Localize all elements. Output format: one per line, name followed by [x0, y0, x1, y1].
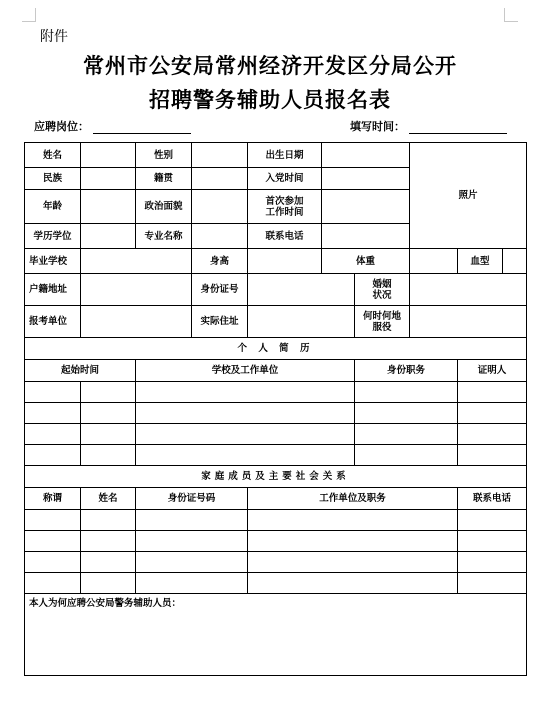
row-basic-1: [25, 143, 527, 168]
resume-cell[interactable]: [355, 445, 458, 466]
family-cell[interactable]: [81, 531, 136, 552]
label-gender: 性别: [136, 143, 192, 168]
col-start-time: 起始时间: [25, 360, 136, 382]
col-relation: 称谓: [25, 488, 81, 510]
family-cell[interactable]: [81, 510, 136, 531]
page-corner-mark-right: [504, 8, 518, 22]
resume-cell[interactable]: [81, 382, 136, 403]
family-cell[interactable]: [81, 552, 136, 573]
cell-first-work-time[interactable]: [322, 190, 410, 224]
resume-cell[interactable]: [355, 382, 458, 403]
label-graduation-school: 毕业学校: [25, 249, 81, 274]
cell-party-join-time[interactable]: [322, 168, 410, 190]
resume-cell[interactable]: [355, 424, 458, 445]
resume-cell[interactable]: [136, 382, 355, 403]
col-position: 身份职务: [355, 360, 458, 382]
row-motivation: [25, 594, 527, 676]
cell-blood-type[interactable]: [503, 249, 527, 274]
family-cell[interactable]: [25, 552, 81, 573]
label-height: 身高: [192, 249, 248, 274]
table-row: [25, 573, 527, 594]
family-cell[interactable]: [248, 573, 458, 594]
resume-cell[interactable]: [81, 424, 136, 445]
resume-cell[interactable]: [136, 424, 355, 445]
family-cell[interactable]: [81, 573, 136, 594]
table-row: [25, 382, 527, 403]
resume-cell[interactable]: [458, 424, 527, 445]
resume-cell[interactable]: [81, 445, 136, 466]
fill-time-field[interactable]: [350, 118, 507, 134]
family-cell[interactable]: [25, 531, 81, 552]
resume-cell[interactable]: [25, 424, 81, 445]
table-row: [25, 552, 527, 573]
family-cell[interactable]: [458, 573, 527, 594]
label-registration-unit: 报考单位: [25, 306, 81, 338]
col-school-work-unit: 学校及工作单位: [136, 360, 355, 382]
col-family-phone: 联系电话: [458, 488, 527, 510]
cell-id-number[interactable]: [248, 274, 355, 306]
position-label: 应聘岗位：: [34, 120, 89, 133]
row-family-header: [25, 466, 527, 488]
section-personal-resume: 个 人 简 历: [25, 338, 527, 360]
position-input-line[interactable]: [93, 122, 191, 134]
family-cell[interactable]: [458, 552, 527, 573]
row-resume-columns: [25, 360, 527, 382]
label-education: 学历学位: [25, 224, 81, 249]
family-cell[interactable]: [25, 510, 81, 531]
label-name: 姓名: [25, 143, 81, 168]
label-marital-status: 婚姻状况: [355, 274, 410, 306]
cell-marital-status[interactable]: [410, 274, 527, 306]
cell-household-address[interactable]: [81, 274, 192, 306]
row-household: [25, 274, 527, 306]
label-party-join-time: 入党时间: [248, 168, 322, 190]
cell-education[interactable]: [81, 224, 136, 249]
family-cell[interactable]: [25, 573, 81, 594]
resume-cell[interactable]: [81, 403, 136, 424]
label-id-number: 身份证号: [192, 274, 248, 306]
row-school: [25, 249, 527, 274]
resume-cell[interactable]: [458, 382, 527, 403]
fill-time-label: 填写时间：: [350, 120, 405, 133]
label-first-work-time: 首次参加工作时间: [248, 190, 322, 224]
motivation-label: 本人为何应聘公安局警务辅助人员：: [29, 598, 182, 609]
family-cell[interactable]: [136, 573, 248, 594]
table-row: [25, 531, 527, 552]
photo-box[interactable]: 照片: [410, 143, 527, 249]
position-field[interactable]: [34, 118, 191, 134]
cell-political-status[interactable]: [192, 190, 248, 224]
row-registration: [25, 306, 527, 338]
label-actual-address: 实际住址: [192, 306, 248, 338]
cell-birth-date[interactable]: [322, 143, 410, 168]
family-cell[interactable]: [136, 531, 248, 552]
table-row: [25, 445, 527, 466]
cell-actual-address[interactable]: [248, 306, 355, 338]
cell-weight[interactable]: [410, 249, 458, 274]
label-political-status: 政治面貌: [136, 190, 192, 224]
resume-cell[interactable]: [25, 403, 81, 424]
registration-form-table: [24, 142, 527, 676]
col-family-work-unit: 工作单位及职务: [248, 488, 458, 510]
cell-graduation-school[interactable]: [81, 249, 192, 274]
table-row: [25, 424, 527, 445]
resume-cell[interactable]: [136, 445, 355, 466]
family-cell[interactable]: [248, 552, 458, 573]
resume-cell[interactable]: [458, 445, 527, 466]
page-corner-mark-left: [22, 8, 36, 22]
motivation-box[interactable]: [25, 594, 527, 676]
cell-gender[interactable]: [192, 143, 248, 168]
family-cell[interactable]: [458, 531, 527, 552]
form-title-line2: 招聘警务辅助人员报名表: [149, 87, 391, 112]
section-family-relations: 家庭成员及主要社会关系: [25, 466, 527, 488]
family-cell[interactable]: [248, 531, 458, 552]
col-family-name: 姓名: [81, 488, 136, 510]
cell-ethnicity[interactable]: [81, 168, 136, 190]
label-household-address: 户籍地址: [25, 274, 81, 306]
family-cell[interactable]: [136, 510, 248, 531]
cell-height[interactable]: [248, 249, 322, 274]
label-contact-phone: 联系电话: [248, 224, 322, 249]
cell-registration-unit[interactable]: [81, 306, 192, 338]
resume-cell[interactable]: [136, 403, 355, 424]
label-weight: 体重: [322, 249, 410, 274]
fill-time-input-line[interactable]: [409, 122, 507, 134]
table-row: [25, 510, 527, 531]
family-cell[interactable]: [458, 510, 527, 531]
annex-label: 附件: [40, 29, 68, 45]
label-birth-date: 出生日期: [248, 143, 322, 168]
cell-name[interactable]: [81, 143, 136, 168]
row-resume-header: [25, 338, 527, 360]
label-ethnicity: 民族: [25, 168, 81, 190]
cell-contact-phone[interactable]: [322, 224, 410, 249]
table-row: [25, 403, 527, 424]
family-cell[interactable]: [248, 510, 458, 531]
family-cell[interactable]: [136, 552, 248, 573]
form-title-line1: 常州市公安局常州经济开发区分局公开: [83, 53, 457, 78]
cell-native-place[interactable]: [192, 168, 248, 190]
cell-military-service[interactable]: [410, 306, 527, 338]
label-age: 年龄: [25, 190, 81, 224]
resume-cell[interactable]: [25, 382, 81, 403]
label-native-place: 籍贯: [136, 168, 192, 190]
label-blood-type: 血型: [458, 249, 503, 274]
row-family-columns: [25, 488, 527, 510]
cell-age[interactable]: [81, 190, 136, 224]
label-major: 专业名称: [136, 224, 192, 249]
resume-cell[interactable]: [25, 445, 81, 466]
cell-major[interactable]: [192, 224, 248, 249]
resume-cell[interactable]: [355, 403, 458, 424]
resume-cell[interactable]: [458, 403, 527, 424]
label-military-service: 何时何地服役: [355, 306, 410, 338]
col-family-id-number: 身份证号码: [136, 488, 248, 510]
col-witness: 证明人: [458, 360, 527, 382]
